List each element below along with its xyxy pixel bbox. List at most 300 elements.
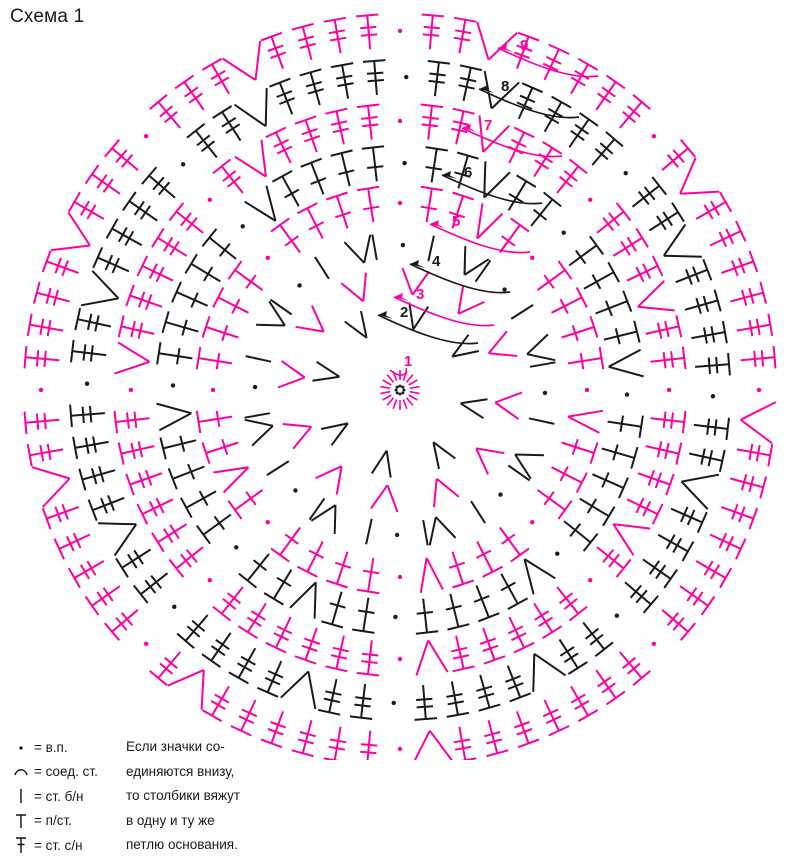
double-crochet-stem <box>428 106 432 140</box>
double-crochet-cross-bar <box>570 524 580 537</box>
center-chain-dash <box>406 375 413 383</box>
double-crochet-cross-bar <box>44 351 45 367</box>
round-number-label: 9 <box>520 37 529 54</box>
double-crochet-top-bar <box>698 512 707 533</box>
double-crochet-cross-bar <box>216 640 229 649</box>
double-crochet-top-bar <box>150 671 167 685</box>
chain-dot <box>293 488 297 492</box>
double-crochet-top-bar <box>70 405 72 427</box>
double-crochet-top-bar <box>238 626 257 638</box>
double-crochet-stem <box>453 552 464 584</box>
double-crochet-cross-bar <box>598 94 611 103</box>
center-dot <box>396 386 399 389</box>
double-crochet-stem <box>280 83 292 115</box>
double-crochet-top-bar <box>517 175 536 187</box>
double-crochet-stem <box>368 558 373 592</box>
double-crochet-stem <box>721 261 753 273</box>
double-crochet-cross-bar <box>361 117 377 119</box>
double-crochet-cross-bar <box>285 190 299 198</box>
double-crochet-cross-bar <box>354 705 370 707</box>
double-crochet-cross-bar <box>367 166 383 168</box>
double-crochet-cross-bar <box>246 275 256 288</box>
double-crochet-top-bar <box>69 192 80 211</box>
double-crochet-cross-bar <box>217 353 220 369</box>
legend-row <box>8 760 128 785</box>
double-crochet-cross-bar <box>535 160 549 169</box>
center-dot <box>395 389 398 392</box>
double-crochet-cross-bar <box>609 554 619 567</box>
center-chain-dash <box>387 398 394 406</box>
double-crochet-top-bar <box>543 142 562 154</box>
v-stitch-leg <box>115 362 150 374</box>
double-crochet-cross-bar <box>422 125 438 127</box>
v-stitch-leg <box>664 224 686 255</box>
double-crochet-top-bar <box>86 165 99 183</box>
center-dot <box>399 385 402 388</box>
double-crochet-top-bar <box>213 106 232 118</box>
v-stitch-leg <box>266 88 267 126</box>
double-crochet-top-bar <box>720 192 731 211</box>
double-crochet-top-bar <box>619 478 628 499</box>
round-callout-arrow <box>462 128 562 157</box>
double-crochet-cross-bar <box>211 71 225 79</box>
double-crochet-cross-bar <box>454 38 470 41</box>
v-stitch-leg <box>168 670 204 686</box>
double-crochet-top-bar <box>266 643 286 653</box>
chart-stitch-layer <box>25 15 776 761</box>
double-crochet-stem <box>500 225 520 253</box>
double-crochet-cross-bar <box>251 611 265 620</box>
double-crochet-cross-bar <box>228 177 241 187</box>
page-title: Схема 1 <box>10 6 85 27</box>
single-crochet-mark <box>245 413 271 418</box>
double-crochet-cross-bar <box>363 571 379 574</box>
v-stitch-leg <box>421 558 427 593</box>
v-stitch-leg <box>527 334 548 354</box>
double-crochet-cross-bar <box>330 38 346 41</box>
double-crochet-top-bar <box>150 95 167 109</box>
chain-dot <box>393 615 397 619</box>
double-crochet-cross-bar <box>329 30 345 33</box>
v-stitch-leg <box>290 582 316 607</box>
double-crochet-top-bar <box>185 254 197 273</box>
double-crochet-stem <box>569 245 596 265</box>
double-crochet-cross-bar <box>181 213 191 226</box>
v-stitch-leg <box>476 448 488 474</box>
double-crochet-top-bar <box>202 654 220 667</box>
double-crochet-top-bar <box>603 507 615 526</box>
v-stitch-leg <box>115 524 137 555</box>
double-crochet-top-bar <box>483 567 503 577</box>
double-crochet-top-bar <box>202 229 216 247</box>
double-crochet-cross-bar <box>586 629 599 639</box>
double-crochet-top-bar <box>356 15 378 17</box>
double-crochet-stem <box>737 325 771 331</box>
double-crochet-stem <box>368 106 372 140</box>
double-crochet-top-bar <box>362 146 384 148</box>
double-crochet-cross-bar <box>762 350 763 366</box>
v-stitch-leg <box>156 404 191 414</box>
double-crochet-cross-bar <box>164 529 173 543</box>
double-crochet-stem <box>432 149 437 183</box>
double-crochet-cross-bar <box>222 118 236 127</box>
double-crochet-cross-bar <box>564 653 578 662</box>
chain-dot <box>588 198 592 202</box>
double-crochet-stem <box>480 675 489 708</box>
double-crochet-top-bar <box>584 534 598 552</box>
double-crochet-top-bar <box>672 203 684 222</box>
v-stitch-leg <box>680 158 696 194</box>
double-crochet-top-bar <box>478 613 499 621</box>
double-crochet-cross-bar <box>671 351 673 367</box>
chain-dot <box>253 385 257 389</box>
double-crochet-top-bar <box>774 346 776 368</box>
double-crochet-cross-bar <box>228 593 241 603</box>
center-chain-dash <box>409 380 418 385</box>
v-stitch-leg <box>282 361 305 378</box>
double-crochet-stem <box>538 490 566 510</box>
double-crochet-stem <box>329 679 336 712</box>
double-crochet-cross-bar <box>204 267 213 281</box>
double-crochet-cross-bar <box>571 695 585 703</box>
v-stitch-leg <box>293 427 311 449</box>
v-stitch-leg <box>489 353 518 356</box>
double-crochet-stem <box>173 467 205 479</box>
double-crochet-top-bar <box>681 140 695 157</box>
double-crochet-stem <box>373 148 377 182</box>
double-crochet-top-bar <box>580 113 598 126</box>
v-stitch-leg <box>51 246 90 251</box>
single-crochet-mark <box>471 501 485 523</box>
legend-note-line: петлю основания. <box>126 837 238 852</box>
round-number-label: 2 <box>400 304 409 321</box>
v-stitch-leg <box>458 302 484 314</box>
v-stitch-leg <box>613 524 633 555</box>
v-stitch-leg <box>316 466 342 478</box>
double-crochet-cross-bar <box>446 694 462 697</box>
v-stitch-leg <box>81 298 118 305</box>
double-crochet-top-bar <box>577 287 587 307</box>
double-crochet-stem <box>235 490 263 510</box>
single-crochet-mark <box>530 362 556 367</box>
double-crochet-cross-bar <box>277 578 291 587</box>
double-crochet-stem <box>737 449 771 455</box>
double-crochet-top-bar <box>93 247 102 268</box>
v-stitch-leg <box>480 115 484 152</box>
double-crochet-top-bar <box>633 95 650 109</box>
double-crochet-cross-bar <box>125 231 133 245</box>
double-crochet-top-bar <box>653 256 663 276</box>
double-crochet-stem <box>130 296 162 307</box>
double-crochet-cross-bar <box>247 618 261 627</box>
round-number-label: 7 <box>484 117 493 134</box>
double-crochet-cross-bar <box>511 140 526 147</box>
double-crochet-stem <box>303 27 312 60</box>
double-crochet-stem <box>367 15 370 49</box>
v-stitch-leg <box>568 411 603 417</box>
double-crochet-cross-bar <box>254 560 267 570</box>
double-crochet-top-bar <box>664 570 677 588</box>
chain-dot <box>129 388 133 392</box>
double-crochet-cross-bar <box>241 657 255 665</box>
center-dot <box>401 386 404 389</box>
double-crochet-stem <box>159 353 193 358</box>
legend-label: = в.п. <box>34 739 68 755</box>
double-crochet-cross-bar <box>544 492 554 505</box>
double-crochet-stem <box>452 681 458 715</box>
double-crochet-cross-bar <box>128 554 137 568</box>
double-crochet-cross-bar <box>560 593 573 603</box>
double-crochet-cross-bar <box>215 77 229 85</box>
double-crochet-cross-bar <box>363 207 379 210</box>
double-crochet-cross-bar <box>181 554 191 567</box>
double-crochet-top-bar <box>736 539 746 559</box>
chain-dot <box>85 382 89 386</box>
double-crochet-cross-bar <box>44 413 45 429</box>
double-crochet-stem <box>311 163 323 195</box>
double-crochet-cross-bar <box>575 701 589 709</box>
double-crochet-cross-bar <box>628 237 637 251</box>
double-crochet-cross-bar <box>164 237 173 251</box>
double-crochet-stem <box>30 325 64 331</box>
double-crochet-top-bar <box>152 533 164 552</box>
chain-dot <box>172 605 176 609</box>
double-crochet-cross-bar <box>598 677 611 686</box>
double-crochet-stem <box>72 351 106 355</box>
center-chain-dash <box>403 399 406 408</box>
v-stitch-leg <box>308 672 315 709</box>
center-chain-dash <box>383 395 392 400</box>
v-stitch-leg <box>515 455 544 456</box>
chain-dot <box>144 642 148 646</box>
double-crochet-stem <box>456 636 464 669</box>
double-crochet-cross-bar <box>715 419 717 435</box>
center-chain-dash <box>410 392 420 394</box>
v-stitch-leg <box>118 342 150 361</box>
legend-row <box>8 784 128 809</box>
chain-dot <box>757 388 761 392</box>
double-crochet-stem <box>337 196 348 228</box>
chain-dot <box>395 533 399 537</box>
double-crochet-top-bar <box>607 692 625 705</box>
double-crochet-top-bar <box>543 626 562 638</box>
v-stitch-leg <box>489 331 507 353</box>
chain-dot <box>401 243 405 247</box>
double-crochet-cross-bar <box>534 210 547 220</box>
double-crochet-cross-bar <box>309 222 324 229</box>
double-crochet-cross-bar <box>421 207 437 210</box>
double-crochet-stem <box>374 61 377 95</box>
v-stitch-leg <box>413 307 428 330</box>
double-crochet-cross-bar <box>448 701 464 704</box>
double-crochet-cross-bar <box>246 492 256 505</box>
double-crochet-cross-bar <box>93 436 96 452</box>
double-crochet-stem <box>646 446 679 454</box>
double-crochet-top-bar <box>422 15 444 17</box>
v-stitch-leg <box>741 402 776 420</box>
double-crochet-top-bar <box>570 607 588 621</box>
legend-row <box>8 809 128 834</box>
v-stitch-leg <box>403 268 413 295</box>
center-chain-dash <box>410 387 420 389</box>
double-crochet-cross-bar <box>285 236 298 246</box>
double-crochet-cross-bar <box>361 661 377 663</box>
double-crochet-top-bar <box>138 256 148 276</box>
double-crochet-cross-bar <box>145 580 155 593</box>
double-crochet-stem <box>538 270 566 290</box>
double-crochet-cross-bar <box>217 411 220 427</box>
double-crochet-cross-bar <box>590 635 603 645</box>
double-crochet-top-bar <box>213 287 223 307</box>
double-crochet-top-bar <box>549 45 569 55</box>
double-crochet-stem <box>602 448 635 458</box>
double-crochet-cross-bar <box>170 241 179 255</box>
double-crochet-cross-bar <box>575 125 588 134</box>
double-crochet-top-bar <box>544 192 562 206</box>
double-crochet-top-bar <box>197 526 210 544</box>
double-crochet-stem <box>477 586 489 618</box>
double-crochet-stem <box>47 261 79 273</box>
double-crochet-cross-bar <box>705 205 713 219</box>
double-crochet-cross-bar <box>757 319 760 335</box>
double-crochet-cross-bar <box>423 117 439 119</box>
center-dot <box>403 389 406 392</box>
double-crochet-top-bar <box>172 282 181 303</box>
double-crochet-cross-bar <box>150 501 157 516</box>
double-crochet-cross-bar <box>561 466 568 481</box>
v-stitch-leg <box>388 485 398 512</box>
double-crochet-top-bar <box>213 607 231 621</box>
double-crochet-cross-bar <box>177 348 180 364</box>
double-crochet-stem <box>47 507 79 519</box>
double-crochet-top-bar <box>134 585 148 603</box>
double-crochet-cross-bar <box>48 444 51 460</box>
double-crochet-stem <box>368 640 372 674</box>
double-crochet-stem <box>335 20 341 54</box>
double-crochet-stem <box>206 443 238 454</box>
center-chain-dash <box>387 375 394 383</box>
double-crochet-top-bar <box>105 623 119 640</box>
single-crochet-mark <box>511 305 533 319</box>
double-crochet-cross-bar <box>360 27 376 28</box>
v-stitch-leg <box>372 451 387 474</box>
double-crochet-top-bar <box>590 236 603 254</box>
v-stitch-leg <box>364 235 370 263</box>
double-crochet-stem <box>508 666 520 698</box>
v-stitch-leg <box>32 467 70 478</box>
double-crochet-top-bar <box>682 542 693 562</box>
double-crochet-top-bar <box>653 504 663 524</box>
double-crochet-stem <box>646 326 679 334</box>
double-crochet-stem <box>517 711 529 743</box>
v-stitch-leg <box>682 475 719 482</box>
double-crochet-cross-bar <box>501 583 515 591</box>
double-crochet-cross-bar <box>367 73 383 74</box>
double-crochet-cross-bar <box>220 244 230 257</box>
v-stitch-leg <box>434 479 437 508</box>
v-stitch-leg <box>534 654 565 676</box>
double-crochet-stem <box>368 189 373 223</box>
double-crochet-cross-bar <box>223 599 236 609</box>
chain-dot <box>171 383 175 387</box>
chain-dot <box>398 119 402 123</box>
v-stitch-leg <box>428 640 447 672</box>
chain-dot <box>404 75 408 79</box>
center-dot <box>399 393 402 396</box>
legend <box>8 735 508 860</box>
center-dot <box>396 391 399 394</box>
legend-label: = ст. с/н <box>34 837 83 853</box>
chain-dot <box>652 642 656 646</box>
double-crochet-cross-bar <box>277 626 292 633</box>
double-crochet-cross-bar <box>202 141 215 151</box>
double-crochet-top-bar <box>169 560 183 578</box>
round-number-label: 3 <box>416 286 425 303</box>
double-crochet-top-bar <box>169 468 177 489</box>
v-stitch-leg <box>427 558 443 590</box>
double-crochet-cross-bar <box>650 561 659 574</box>
double-crochet-cross-bar <box>200 491 208 505</box>
v-stitch-leg <box>436 517 456 538</box>
v-stitch-leg <box>43 479 70 508</box>
double-crochet-cross-bar <box>417 612 433 614</box>
double-crochet-cross-bar <box>593 275 601 289</box>
chain-dot <box>297 283 301 287</box>
double-crochet-top-bar <box>607 76 625 89</box>
center-chain-dash <box>409 395 418 400</box>
double-crochet-cross-bar <box>86 438 89 454</box>
double-crochet-cross-bar <box>212 646 225 655</box>
center-dot <box>401 391 404 394</box>
double-crochet-top-bar <box>578 59 597 70</box>
v-stitch-leg <box>613 524 650 529</box>
v-stitch-leg <box>609 350 641 367</box>
double-crochet-stem <box>336 111 344 144</box>
double-crochet-cross-bar <box>429 81 445 83</box>
v-stitch-leg <box>92 271 118 299</box>
double-crochet-cross-bar <box>609 213 619 226</box>
double-crochet-top-bar <box>633 671 650 685</box>
round-callout-arrow <box>430 224 530 253</box>
double-crochet-top-bar <box>71 340 74 362</box>
v-stitch-leg <box>283 424 312 427</box>
v-stitch-leg <box>371 485 388 508</box>
round-callout-arrow <box>394 297 494 326</box>
double-crochet-cross-bar <box>726 229 733 244</box>
double-crochet-top-bar <box>681 623 695 640</box>
double-crochet-cross-bar <box>309 551 324 558</box>
double-crochet-stem <box>459 20 465 54</box>
single-crochet-mark <box>529 418 554 424</box>
chain-dot <box>530 520 534 524</box>
chain-dot <box>144 134 148 138</box>
double-crochet-stem <box>730 293 763 302</box>
double-crochet-cross-bar <box>657 216 666 230</box>
chain-dot <box>624 171 628 175</box>
double-crochet-stem <box>306 120 317 152</box>
double-crochet-cross-bar <box>602 683 615 692</box>
double-crochet-top-bar <box>508 598 528 609</box>
double-crochet-cross-bar <box>429 74 445 76</box>
double-crochet-stem <box>25 357 59 360</box>
chain-dot <box>241 224 245 228</box>
double-crochet-cross-bar <box>368 80 384 81</box>
double-crochet-top-bar <box>115 411 118 433</box>
double-crochet-cross-bar <box>502 534 515 544</box>
double-crochet-cross-bar <box>81 565 89 579</box>
double-crochet-stem <box>248 554 269 581</box>
double-crochet-cross-bar <box>673 538 681 552</box>
